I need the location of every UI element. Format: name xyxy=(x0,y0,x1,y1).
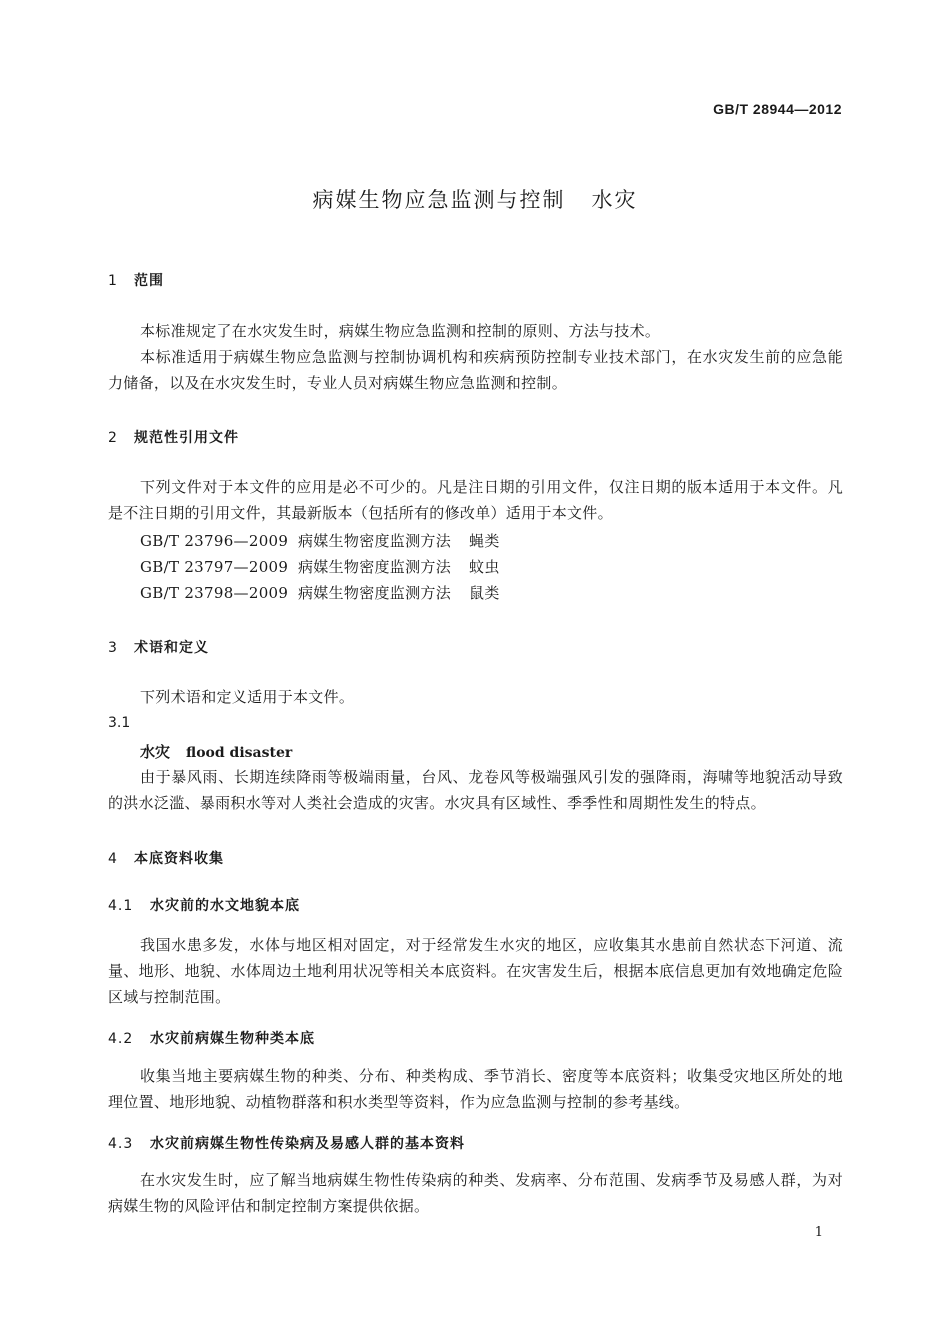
subsection-title: 水灾前病媒生物性传染病及易感人群的基本资料 xyxy=(150,1136,465,1152)
term-definition: 由于暴风雨、长期连续降雨等极端雨量，台风、龙卷风等极端强风引发的强降雨，海啸等地貌活动导致的洪水泛滥、暴雨积水等对人类社会造成的灾害。水灾具有区域性、季季性和周期性发生的特点。 xyxy=(108,768,843,812)
reference-title: 病媒生物密度监测方法 xyxy=(298,532,452,550)
subsection-title: 水灾前的水文地貌本底 xyxy=(150,898,300,914)
section-number: 3 xyxy=(108,640,118,656)
subsection-number: 4.3 xyxy=(108,1136,134,1152)
page-number: 1 xyxy=(814,1225,823,1240)
section-2-heading xyxy=(108,427,239,447)
section-2-paragraph-1: 下列文件对于本文件的应用是必不可少的。凡是注日期的引用文件，仅注日期的版本适用于本文件。凡是不注日期的引用文件，其最新版本（包括所有的修改单）适用于本文件。 xyxy=(108,478,843,522)
section-title: 本底资料收集 xyxy=(134,851,224,867)
section-3-paragraph-1: 下列术语和定义适用于本文件。 xyxy=(140,688,355,706)
subsection-title: 水灾前病媒生物种类本底 xyxy=(150,1031,315,1047)
reference-title: 病媒生物密度监测方法 xyxy=(298,584,452,602)
section-title: 规范性引用文件 xyxy=(134,430,239,446)
term-entry xyxy=(140,741,292,762)
term-number: 3.1 xyxy=(108,715,131,731)
normative-reference xyxy=(140,556,500,577)
title-sub: 水灾 xyxy=(591,188,638,212)
section-3-heading xyxy=(108,637,209,657)
reference-title: 病媒生物密度监测方法 xyxy=(298,558,452,576)
section-number: 4 xyxy=(108,851,118,867)
section-number: 2 xyxy=(108,430,118,446)
normative-reference xyxy=(140,530,500,551)
section-title: 范围 xyxy=(134,273,164,289)
section-4-heading xyxy=(108,848,224,868)
section-4-2-paragraph: 收集当地主要病媒生物的种类、分布、种类构成、季节消长、密度等本底资料；收集受灾地区所处的地理位置、地形地貌、动植物群落和积水类型等资料，作为应急监测与控制的参考基线。 xyxy=(108,1067,843,1111)
title-main: 病媒生物应急监测与控制 xyxy=(312,188,566,212)
reference-subject: 蝇类 xyxy=(469,532,500,550)
reference-code: GB/T 23796—2009 xyxy=(140,532,289,550)
section-4-3-heading xyxy=(108,1133,465,1153)
section-4-1-paragraph: 我国水患多发，水体与地区相对固定，对于经常发生水灾的地区，应收集其水患前自然状态下河道、流量、地形、地貌、水体周边土地利用状况等相关本底资料。在灾害发生后，根据本底信息更加有效地确定危险区域与控制范围。 xyxy=(108,936,843,1006)
document-title xyxy=(0,184,950,214)
section-1-paragraph-1: 本标准规定了在水灾发生时，病媒生物应急监测和控制的原则、方法与技术。 xyxy=(140,322,661,340)
section-title: 术语和定义 xyxy=(134,640,209,656)
reference-code: GB/T 23798—2009 xyxy=(140,584,289,602)
normative-reference xyxy=(140,582,500,603)
term-chinese: 水灾 xyxy=(140,743,171,761)
term-english: flood disaster xyxy=(186,745,293,761)
reference-subject: 蚊虫 xyxy=(469,558,500,576)
reference-subject: 鼠类 xyxy=(469,584,500,602)
standard-code: GB/T 28944—2012 xyxy=(713,101,842,117)
section-4-2-heading xyxy=(108,1028,315,1048)
section-4-3-paragraph: 在水灾发生时，应了解当地病媒生物性传染病的种类、发病率、分布范围、发病季节及易感人群，为对病媒生物的风险评估和制定控制方案提供依据。 xyxy=(108,1171,843,1215)
section-1-paragraph-2: 本标准适用于病媒生物应急监测与控制协调机构和疾病预防控制专业技术部门，在水灾发生前的应急能力储备，以及在水灾发生时，专业人员对病媒生物应急监测和控制。 xyxy=(108,348,843,392)
section-4-1-heading xyxy=(108,895,300,915)
reference-code: GB/T 23797—2009 xyxy=(140,558,289,576)
subsection-number: 4.1 xyxy=(108,898,134,914)
section-number: 1 xyxy=(108,273,118,289)
subsection-number: 4.2 xyxy=(108,1031,134,1047)
section-1-heading xyxy=(108,270,164,290)
